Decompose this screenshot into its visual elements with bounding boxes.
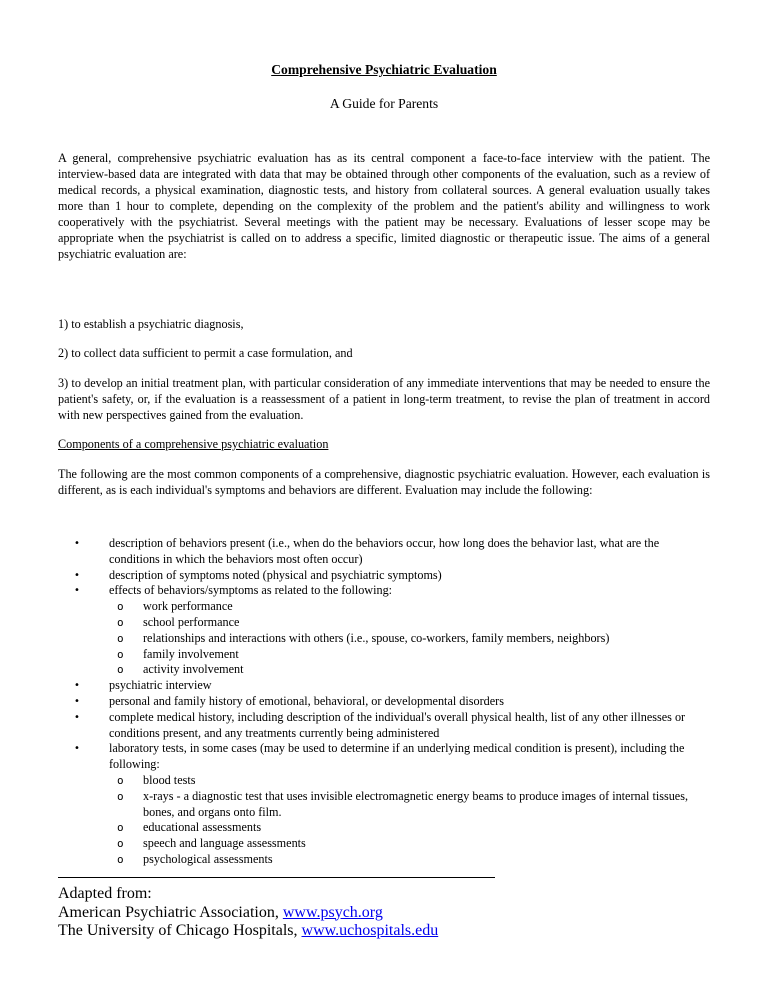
adapted-from-label: Adapted from: <box>58 885 152 902</box>
source-name-uchicago: The University of Chicago Hospitals, <box>58 922 298 939</box>
source-line-apa <box>58 904 658 923</box>
list-item <box>58 694 710 710</box>
footnote-divider <box>58 877 495 878</box>
aim-item-2: 2) to collect data sufficient to permit a case formulation, and <box>58 346 353 360</box>
page-subtitle: A Guide for Parents <box>329 96 439 111</box>
source-line-uchicago <box>58 922 658 941</box>
effects-sublist <box>109 599 710 678</box>
list-item <box>58 568 710 584</box>
apa-link[interactable]: www.psych.org <box>282 903 383 921</box>
section-intro-paragraph: The following are the most common components of a comprehensive, diagnostic psychiatric evaluation. However, each evaluation is different, as is each individual's symptoms and behaviors are different. Evaluation may include the following: <box>58 467 710 497</box>
sublist-item: o activity involvement <box>109 662 710 678</box>
list-item-text: personal and family history of emotional, behavioral, or developmental disorders <box>109 693 504 708</box>
list-item-text: complete medical history, including description of the individual's overall physical health, list of any other illnesses or conditions present, and any treatments currently being administered <box>109 709 686 740</box>
list-item-text: laboratory tests, in some cases (may be used to determine if an underlying medical condition is present), including the following: <box>109 741 685 772</box>
list-item <box>58 710 710 742</box>
sublist-item: o work performance <box>109 599 710 615</box>
sublist-item: o psychological assessments <box>109 852 710 868</box>
sublist-item: o x-rays - a diagnostic test that uses invisible electromagnetic energy beams to produce images of internal tissues, bones, and organs onto film. <box>109 789 710 821</box>
lab-tests-sublist <box>109 773 710 868</box>
sublist-item: o family involvement <box>109 647 710 663</box>
intro-paragraph: A general, comprehensive psychiatric evaluation has as its central component a face-to-face interview with the patient. The interview-based data are integrated with data that may be obtained through other components of the evaluation, such as a review of medical records, a physical examination, diagnostic tests, and history from collateral sources. A general evaluation usually takes more than 1 hour to complete, depending on the complexity of the problem and the patient's ability and willingness to work cooperatively with the psychiatrist. Several meetings with the patient may be necessary. Evaluations of lesser scope may be appropriate when the psychiatrist is called on to address a specific, limited diagnostic or therapeutic issue. The aims of a general psychiatric evaluation are: <box>58 151 710 261</box>
sublist-item: o blood tests <box>109 773 710 789</box>
list-item-text: psychiatric interview <box>109 678 212 693</box>
components-list <box>58 536 710 868</box>
sublist-item: o school performance <box>109 615 710 631</box>
list-item <box>58 678 710 694</box>
sublist-item: o relationships and interactions with others (i.e., spouse, co-workers, family members, neighbors) <box>109 631 710 647</box>
source-name-apa: American Psychiatric Association, <box>58 903 279 921</box>
list-item-text: description of symptoms noted (physical and psychiatric symptoms) <box>109 567 442 582</box>
aim-item-1: 1) to establish a psychiatric diagnosis, <box>58 317 244 331</box>
page-title: Comprehensive Psychiatric Evaluation <box>271 62 497 77</box>
sublist-item: o speech and language assessments <box>109 836 710 852</box>
aim-item-3: 3) to develop an initial treatment plan, with particular consideration of any immediate interventions that may be needed to ensure the patient's safety, or, if the evaluation is a reassessment of a patient in long-term treatment, to revise the plan of treatment in accord with new perspectives gained from the evaluation. <box>58 376 710 422</box>
list-item <box>58 536 710 568</box>
sublist-item: o educational assessments <box>109 820 710 836</box>
uchicago-link[interactable]: www.uchospitals.edu <box>301 922 439 939</box>
section-heading: Components of a comprehensive psychiatric evaluation <box>58 437 329 451</box>
list-item <box>58 583 710 678</box>
list-item <box>58 741 710 867</box>
list-item-text: effects of behaviors/symptoms as related to the following: <box>109 583 393 598</box>
list-item-text: description of behaviors present (i.e., when do the behaviors occur, how long does the behavior last, what are the conditions in which the behaviors most often occur) <box>109 536 660 566</box>
footer-citation <box>58 885 658 941</box>
